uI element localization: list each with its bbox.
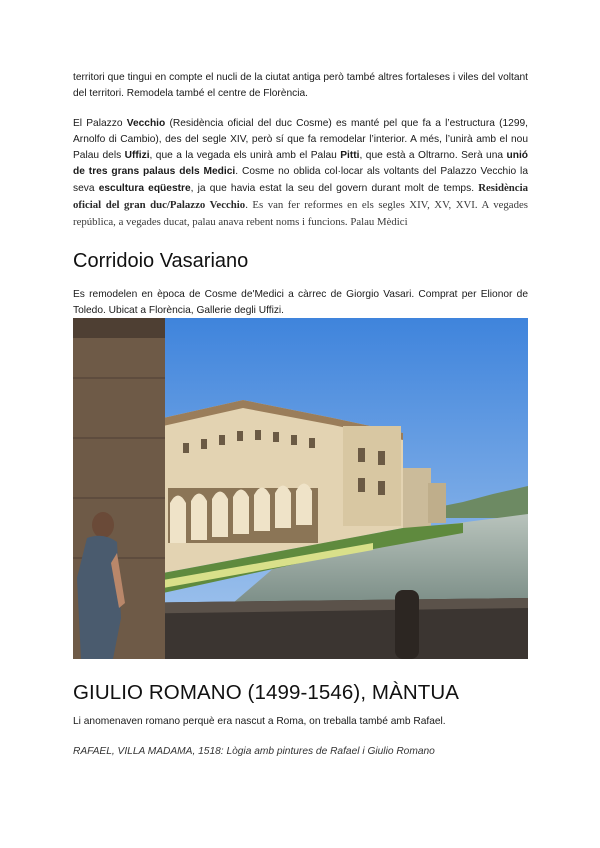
paragraph-corridoio: Es remodelen en època de Cosme de'Medici a càrrec de Giorgio Vasari. Comprat per Elionor de Toledo. Ubicat a Florència, Gallerie degli Uffizi. — [73, 289, 528, 316]
serif-text-run: . Es van fer reformes en els segles XIV, XV, XVI. A vegades república, a vegades ducat, palau anava rebent noms i funcions. Palau Mèdici — [73, 199, 528, 228]
text-run: El Palazzo — [73, 118, 127, 129]
corridoio-vasariano-photo — [73, 318, 528, 659]
paragraph-territori: territori que tingui en compte el nucli de la ciutat antiga però també altres fortaleses i viles del voltant del territori. Remodela també el centre de Florència. — [73, 72, 528, 99]
bold-residencia: Residència oficial del gran duc/Palazzo Vecchio — [73, 182, 528, 211]
text-run: . Cosme no oblida col·locar als voltants del Palazzo Vecchio la seva — [73, 166, 528, 194]
bold-vecchio: Vecchio — [126, 118, 166, 129]
text-run: (Residència oficial del duc Cosme) es manté pel que fa a l’estructura (1299, Arnolfo di Cambio), des del segle XIV, però sí que fa remodelar l’interior. A més, l’unirà amb el nou Palau dels — [73, 118, 528, 161]
text-run: , ja que havia estat la seu del govern durant molt de temps. — [190, 183, 479, 194]
text-run: , que està a Oltrarno. Serà una — [359, 150, 507, 161]
bold-pitti: Pitti — [340, 150, 360, 161]
section-heading-giulio-romano: GIULIO ROMANO (1499-1546), MÀNTUA — [73, 681, 460, 704]
text-run: , que a la vegada els unirà amb el Palau — [149, 150, 341, 161]
bold-uffizi: Uffizi — [124, 150, 150, 161]
section-heading-corridoio: Corridoio Vasariano — [73, 250, 249, 272]
paragraph-palazzo-vecchio — [73, 116, 528, 231]
bold-union: unió de tres grans palaus dels Medici — [73, 150, 528, 177]
paragraph-giulio-romano: Li anomenaven romano perquè era nascut a Roma, on treballa també amb Rafael. — [73, 716, 446, 727]
caption-villa-madama: RAFAEL, VILLA MADAMA, 1518: Lògia amb pintures de Rafael i Giulio Romano — [73, 746, 435, 757]
bold-escultura: escultura eqüestre — [98, 183, 191, 194]
